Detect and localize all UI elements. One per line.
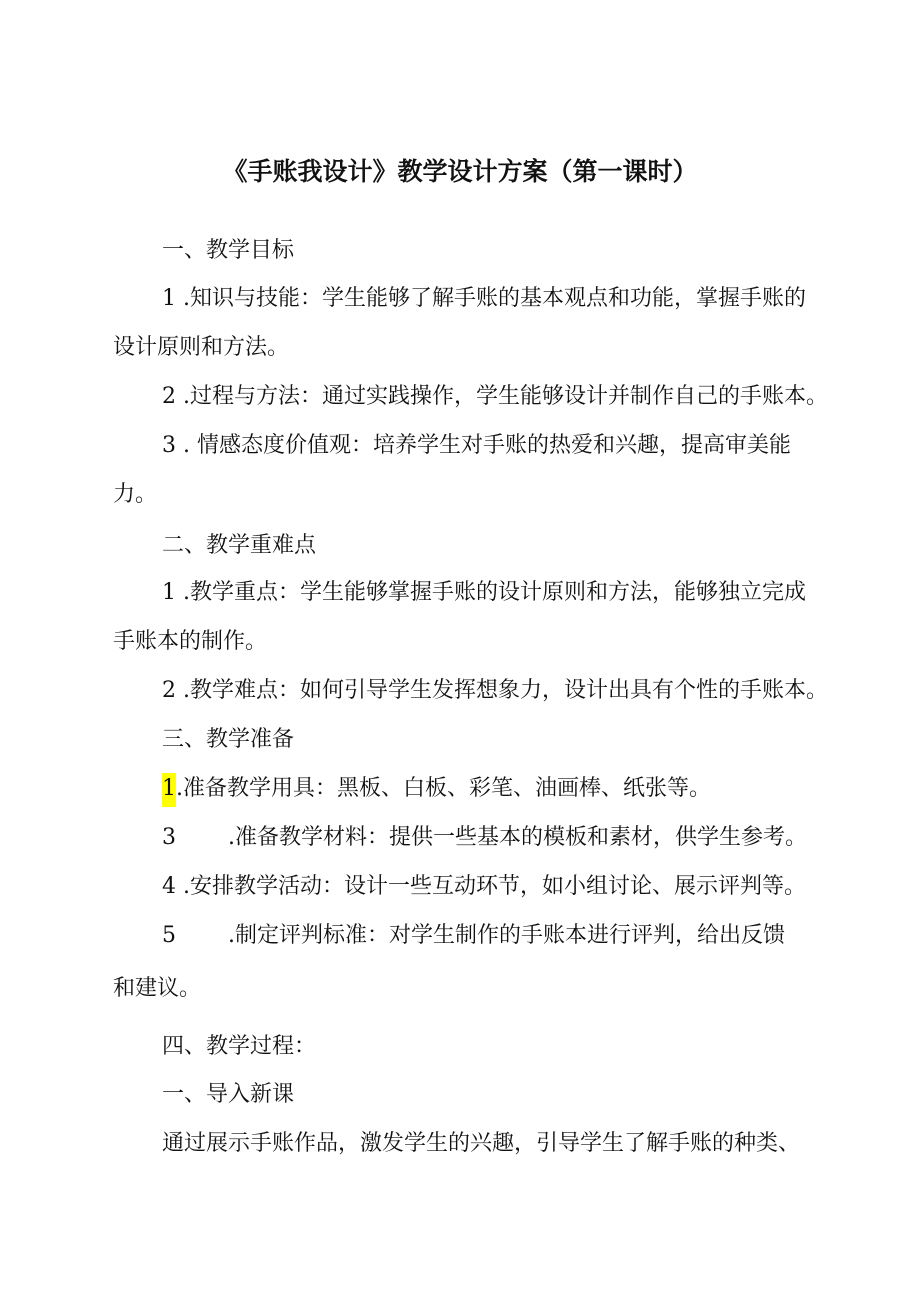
preparation-item-3-number: 3 xyxy=(162,825,176,850)
preparation-item-3-text: .准备教学材料：提供一些基本的模板和素材，供学生参考。 xyxy=(228,825,807,850)
document-title: 《手账我设计》教学设计方案（第一课时） xyxy=(222,157,698,186)
objective-process-method: 2 .过程与方法：通过实践操作，学生能够设计并制作自己的手账本。 xyxy=(162,384,828,409)
difficult-point: 2 .教学难点：如何引导学生发挥想象力，设计出具有个性的手账本。 xyxy=(162,678,828,703)
preparation-item-5-line-2: 和建议。 xyxy=(113,976,202,1001)
key-point-line-2: 手账本的制作。 xyxy=(113,629,268,654)
section-heading-teaching-preparation: 三、教学准备 xyxy=(162,727,295,752)
section-heading-key-difficult-points: 二、教学重难点 xyxy=(162,533,317,558)
key-point-line-1: 1 .教学重点：学生能够掌握手账的设计原则和方法，能够独立完成 xyxy=(162,580,806,605)
section-heading-teaching-process: 四、教学过程： xyxy=(162,1034,317,1059)
subsection-heading-introduction: 一、导入新课 xyxy=(162,1082,295,1107)
preparation-item-3 xyxy=(162,823,807,853)
preparation-item-4: 4 .安排教学活动：设计一些互动环节，如小组讨论、展示评判等。 xyxy=(162,874,806,899)
section-heading-teaching-objectives: 一、教学目标 xyxy=(162,238,295,263)
objective-knowledge-line-1: 1 .知识与技能：学生能够了解手账的基本观点和功能，掌握手账的 xyxy=(162,286,806,311)
objective-emotion-line-2: 力。 xyxy=(113,482,158,507)
objective-emotion-line-1: 3 . 情感态度价值观：培养学生对手账的热爱和兴趣，提高审美能 xyxy=(162,433,791,458)
preparation-item-5-text: .制定评判标准：对学生制作的手账本进行评判，给出反馈 xyxy=(228,923,785,948)
preparation-item-5-line-1 xyxy=(162,921,785,951)
objective-knowledge-line-2: 设计原则和方法。 xyxy=(113,335,290,360)
preparation-item-5-number: 5 xyxy=(162,923,176,948)
highlighted-number: 1 xyxy=(162,773,176,807)
preparation-item-1-text: .准备教学用具：黑板、白板、彩笔、油画棒、纸张等。 xyxy=(176,776,711,801)
introduction-paragraph-line-1: 通过展示手账作品，激发学生的兴趣，引导学生了解手账的种类、 xyxy=(162,1131,801,1156)
preparation-item-1 xyxy=(162,774,711,804)
